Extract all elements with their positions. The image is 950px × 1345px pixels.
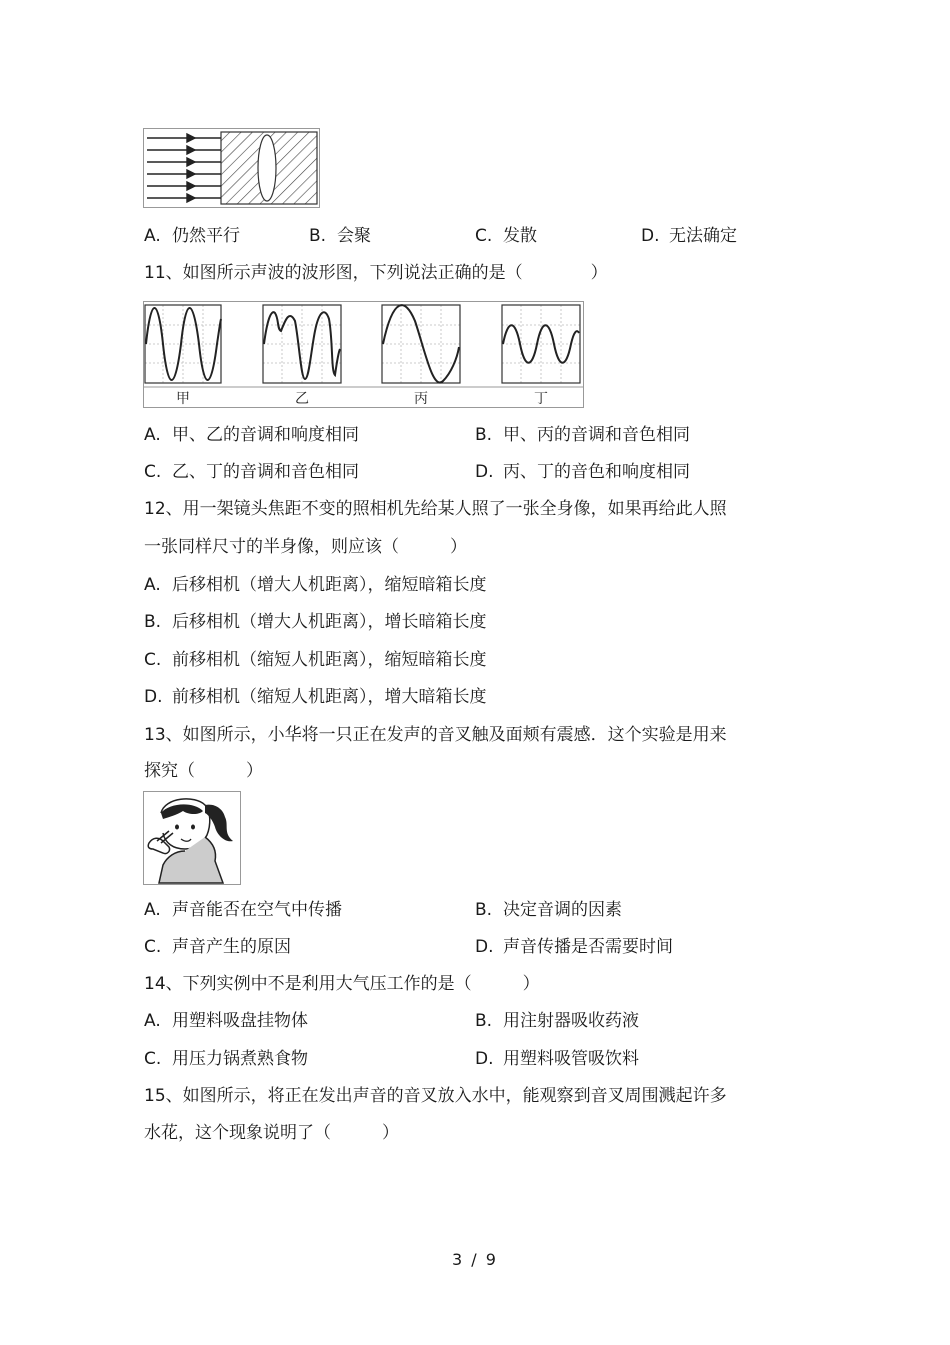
q12-question-line1: 12、用一架镜头焦距不变的照相机先给某人照了一张全身像，如果再给此人照	[144, 499, 727, 519]
q11-option-c: C. 乙、丁的音调和音色相同	[144, 462, 359, 482]
girl-tuning-fork-figure	[143, 791, 241, 885]
lens-ray-figure	[143, 128, 321, 208]
q10-option-a: A. 仍然平行	[144, 226, 240, 246]
q14-question: 14、下列实例中不是利用大气压工作的是（ ）	[144, 974, 540, 994]
wave-label-ding: 丁	[534, 391, 548, 407]
q12-question-line2: 一张同样尺寸的半身像，则应该（ ）	[144, 537, 467, 557]
q10-option-c: C. 发散	[475, 226, 537, 246]
q10-option-d: D. 无法确定	[641, 226, 737, 246]
q10-option-b: B. 会聚	[309, 226, 371, 246]
q11-question: 11、如图所示声波的波形图，下列说法正确的是（ ）	[144, 263, 608, 283]
q12-option-a: A. 后移相机（增大人机距离），缩短暗箱长度	[144, 575, 487, 595]
wave-label-bing: 丙	[414, 391, 428, 407]
wave-label-yi: 乙	[295, 391, 309, 407]
q12-option-c: C. 前移相机（缩短人机距离），缩短暗箱长度	[144, 650, 487, 670]
q11-option-b: B. 甲、丙的音调和音色相同	[475, 425, 690, 445]
q13-option-c: C. 声音产生的原因	[144, 937, 291, 957]
q15-question-line1: 15、如图所示，将正在发出声音的音叉放入水中，能观察到音叉周围溅起许多	[144, 1086, 727, 1106]
q14-option-b: B. 用注射器吸收药液	[475, 1011, 639, 1031]
q14-option-c: C. 用压力锅煮熟食物	[144, 1049, 308, 1069]
q11-option-a: A. 甲、乙的音调和响度相同	[144, 425, 359, 445]
q14-option-a: A. 用塑料吸盘挂物体	[144, 1011, 308, 1031]
q13-option-a: A. 声音能否在空气中传播	[144, 900, 342, 920]
q14-option-d: D. 用塑料吸管吸饮料	[475, 1049, 639, 1069]
q12-option-b: B. 后移相机（增大人机距离），增长暗箱长度	[144, 612, 487, 632]
waveform-figure	[143, 301, 585, 409]
wave-label-jia: 甲	[176, 391, 190, 407]
q13-option-d: D. 声音传播是否需要时间	[475, 937, 673, 957]
q12-option-d: D. 前移相机（缩短人机距离），增大暗箱长度	[144, 687, 487, 707]
q13-question-line1: 13、如图所示，小华将一只正在发声的音叉触及面颊有震感．这个实验是用来	[144, 725, 727, 745]
q13-question-line2: 探究（ ）	[144, 761, 263, 781]
q11-option-d: D. 丙、丁的音色和响度相同	[475, 462, 690, 482]
q15-question-line2: 水花，这个现象说明了（ ）	[144, 1123, 399, 1143]
q13-option-b: B. 决定音调的因素	[475, 900, 622, 920]
page-number: 3 / 9	[452, 1250, 498, 1269]
